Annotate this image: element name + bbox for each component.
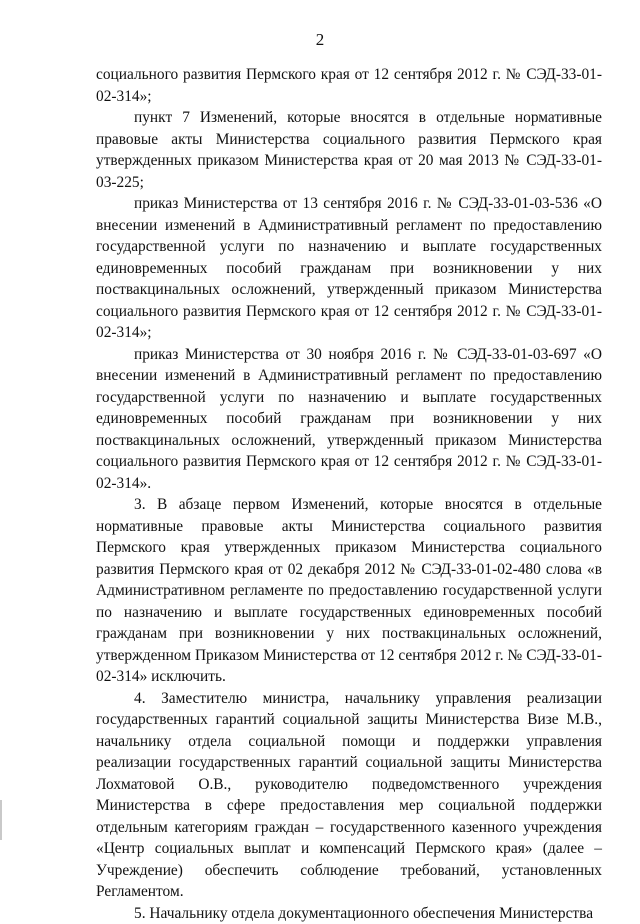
scan-edge-mark [0,800,2,840]
paragraph-item-5: 5. Начальнику отдела документационного обеспечения Министерства [96,903,602,924]
paragraph-continuation: социального развития Пермского края от 12 сентября 2012 г. № СЭД-33-01-02-314»; [96,64,602,107]
paragraph-item-point-7: пункт 7 Изменений, которые вносятся в отдельные нормативные правовые акты Министерства социального развития Пермского края утвержденных приказом Министерства края от 20 мая 2013 № СЭД-33-01-03-225; [96,107,602,193]
document-body [96,64,602,924]
paragraph-item-3: 3. В абзаце первом Изменений, которые вносятся в отдельные нормативные правовые акты Министерства социального развития Пермского края утвержденных приказом Министерства социального развития Пермского края от 02 декабря 2012 № СЭД-33-01-02-480 слова «в Административном регламенте по предоставлению государственной услуги по назначению и выплате государственных единовременных пособий гражданам при возникновении у них поствакцинальных осложнений, утвержденном Приказом Министерства от 12 сентября 2012 г. № СЭД-33-01-02-314» исключить. [96,494,602,688]
paragraph-item-4: 4. Заместителю министра, начальнику управления реализации государственных гарантий социальной защиты Министерства Визе М.В., начальнику отдела социальной помощи и поддержки управления реализации государственных гарантий социальной защиты Министерства Лохматовой О.В., руководителю подведомственного учреждения Министерства в сфере предоставления мер социальной поддержки отдельным категориям граждан – государственного казенного учреждения «Центр социальных выплат и компенсаций Пермского края» (далее – Учреждение) обеспечить соблюдение требований, установленных Регламентом. [96,688,602,903]
paragraph-order-2016-11-30: приказ Министерства от 30 ноября 2016 г. № СЭД-33-01-03-697 «О внесении изменений в Административный регламент по предоставлению государственной услуги по назначению и выплате государственных единовременных пособий гражданам при возникновении у них поствакцинальных осложнений, утвержденный приказом Министерства социального развития Пермского края от 12 сентября 2012 г. № СЭД-33-01-02-314». [96,344,602,495]
page-number: 2 [0,30,640,50]
paragraph-order-2016-09-13: приказ Министерства от 13 сентября 2016 г. № СЭД-33-01-03-536 «О внесении изменений в Административный регламент по предоставлению государственной услуги по назначению и выплате государственных единовременных пособий гражданам при возникновении у них поствакцинальных осложнений, утвержденный приказом Министерства социального развития Пермского края от 12 сентября 2012 г. № СЭД-33-01-02-314»; [96,193,602,344]
